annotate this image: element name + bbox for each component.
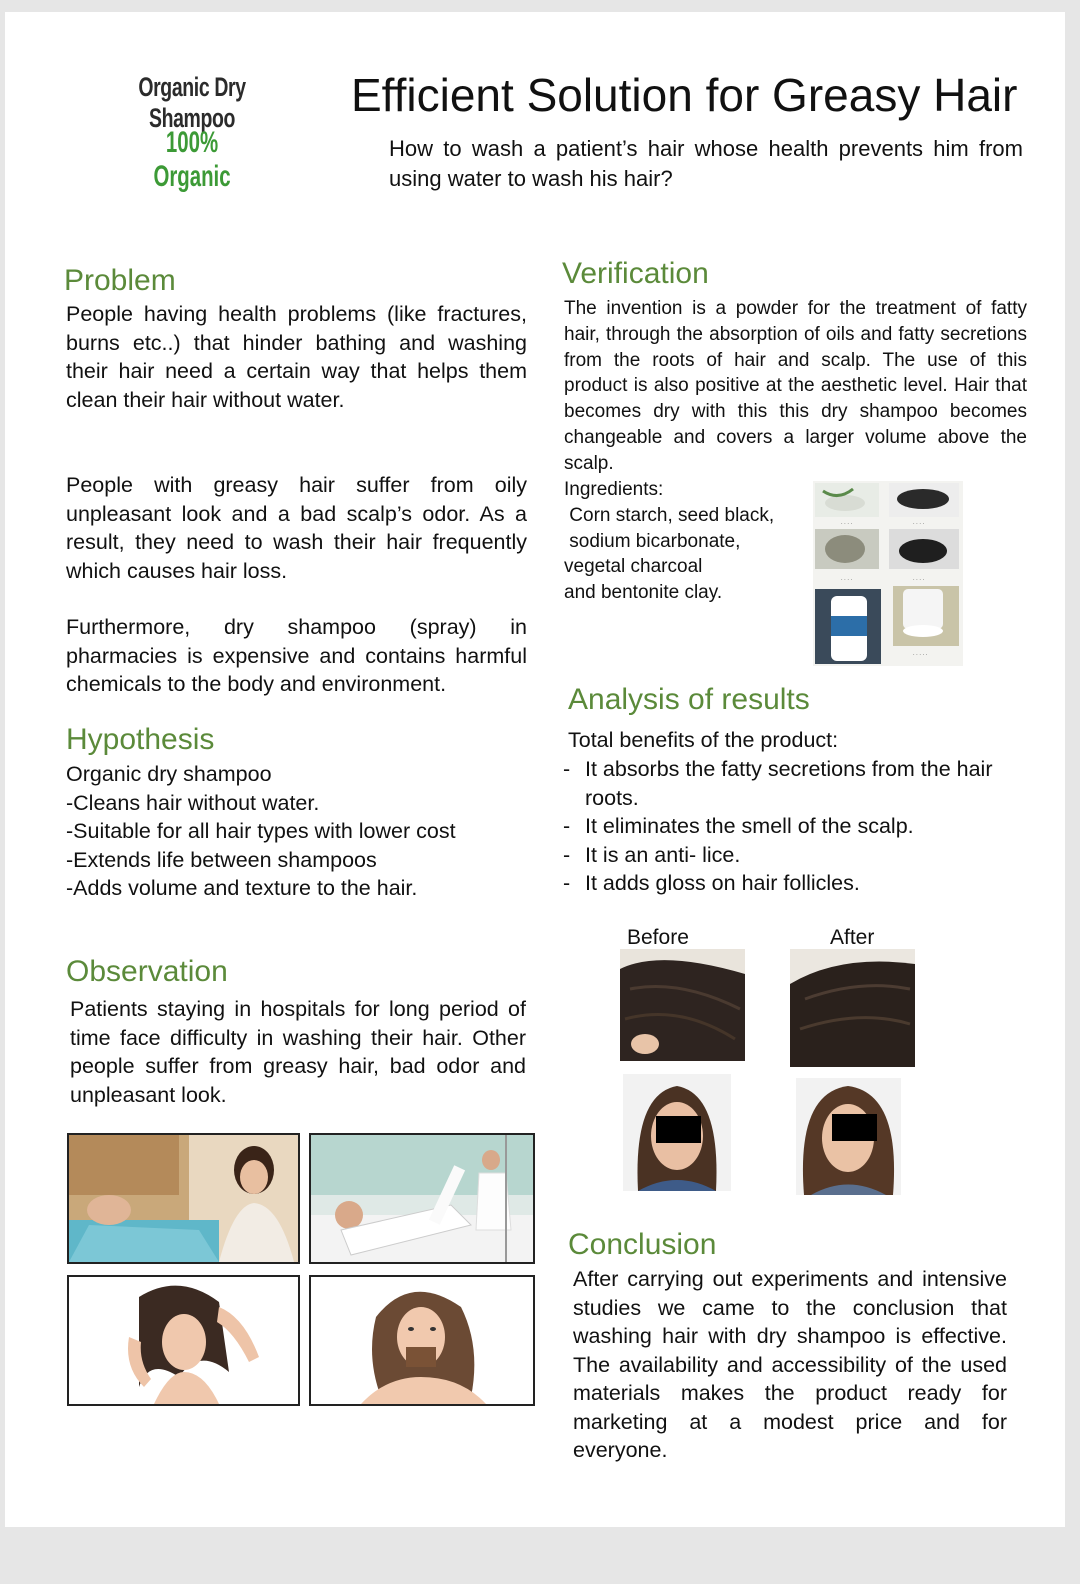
analysis-list bbox=[563, 755, 1003, 898]
problem-heading: Problem bbox=[64, 264, 176, 297]
ingredients-label: Ingredients: bbox=[564, 479, 664, 500]
bad-odor-woman-photo bbox=[309, 1275, 535, 1406]
after-label: After bbox=[830, 926, 875, 949]
page-title: Efficient Solution for Greasy Hair bbox=[351, 69, 1018, 121]
hypothesis-heading: Hypothesis bbox=[66, 723, 215, 756]
problem-paragraph-2: People with greasy hair suffer from oily unpleasant look and a bad scalp’s odor. As a result, they need to wash their hair frequently which causes hair loss. bbox=[66, 473, 527, 583]
observation-heading: Observation bbox=[66, 955, 228, 988]
hospital-patient-photo bbox=[67, 1133, 300, 1264]
analysis-item: - It absorbs the fatty secretions from the hair roots. bbox=[563, 755, 1003, 812]
hypothesis-item: -Adds volume and texture to the hair. bbox=[66, 876, 418, 900]
after-face-photo bbox=[796, 1078, 901, 1195]
before-label: Before bbox=[627, 926, 689, 949]
before-hair-photo bbox=[620, 949, 745, 1061]
conclusion-heading: Conclusion bbox=[568, 1228, 717, 1261]
after-hair-photo bbox=[790, 949, 915, 1067]
svg-text:· · · · ·: · · · · · bbox=[913, 652, 928, 658]
brand-name: Organic Dry Shampoo bbox=[138, 72, 246, 133]
svg-text:· · · ·: · · · · bbox=[913, 521, 925, 527]
analysis-heading: Analysis of results bbox=[568, 683, 810, 716]
verification-text: The invention is a powder for the treatment of fatty hair, through the absorption of oils and fatty secretions from the roots of hair and scalp. The use of this product is also positive at the aesthetic level. Hair that becomes dry with this this dry shampoo becomes changeable and covers a larger volume above the scalp. bbox=[564, 298, 1027, 474]
hospital-fracture-photo bbox=[309, 1133, 535, 1264]
svg-text:· · · ·: · · · · bbox=[841, 577, 853, 583]
ingredient-line: and bentonite clay. bbox=[564, 582, 723, 604]
problem-paragraph-1: People having health problems (like fractures, burns etc..) that hinder bathing and washing their hair need a certain way that helps them clean their hair without water. bbox=[66, 302, 527, 412]
ingredient-line: vegetal charcoal bbox=[564, 556, 703, 578]
privacy-bar bbox=[656, 1116, 701, 1143]
hypothesis-item: -Extends life between shampoos bbox=[66, 847, 377, 872]
brand-tagline: 100% Organic bbox=[153, 126, 231, 193]
analysis-item: - It is an anti- lice. bbox=[563, 841, 1003, 870]
greasy-hair-woman-photo bbox=[67, 1275, 300, 1406]
observation-text: Patients staying in hospitals for long period of time face difficulty in washing their hair. Other people suffer from greasy hair, bad odor and unpleasant look. bbox=[70, 997, 526, 1107]
ingredients-block bbox=[564, 477, 804, 606]
ingredient-line: Corn starch, seed black, bbox=[564, 504, 775, 526]
poster bbox=[5, 12, 1065, 1527]
hypothesis-item: -Cleans hair without water. bbox=[66, 790, 320, 815]
hypothesis-item: Organic dry shampoo bbox=[66, 762, 272, 786]
hypothesis-list bbox=[66, 760, 536, 903]
analysis-item: - It eliminates the smell of the scalp. bbox=[563, 812, 1003, 841]
ingredient-line: sodium bicarbonate, bbox=[564, 530, 741, 552]
before-face-photo bbox=[623, 1074, 731, 1191]
ingredients-photo bbox=[813, 481, 963, 666]
conclusion-text: After carrying out experiments and intensive studies we came to the conclusion that washing hair with dry shampoo is effective. The availability and accessibility of the used materials makes the product ready for marketing at a modest price and for everyone. bbox=[573, 1267, 1007, 1462]
privacy-bar bbox=[832, 1114, 877, 1141]
research-question: How to wash a patient’s hair whose health prevents him from using water to wash his hair? bbox=[389, 136, 1023, 191]
svg-text:· · · ·: · · · · bbox=[913, 577, 925, 583]
analysis-intro: Total benefits of the product: bbox=[568, 728, 839, 752]
analysis-item: - It adds gloss on hair follicles. bbox=[563, 869, 1003, 898]
verification-heading: Verification bbox=[562, 257, 709, 290]
problem-paragraph-3: Furthermore, dry shampoo (spray) in pharmacies is expensive and contains harmful chemicals to the body and environment. bbox=[66, 615, 527, 696]
hypothesis-item: -Suitable for all hair types with lower cost bbox=[66, 819, 456, 843]
svg-text:· · · ·: · · · · bbox=[841, 521, 853, 527]
